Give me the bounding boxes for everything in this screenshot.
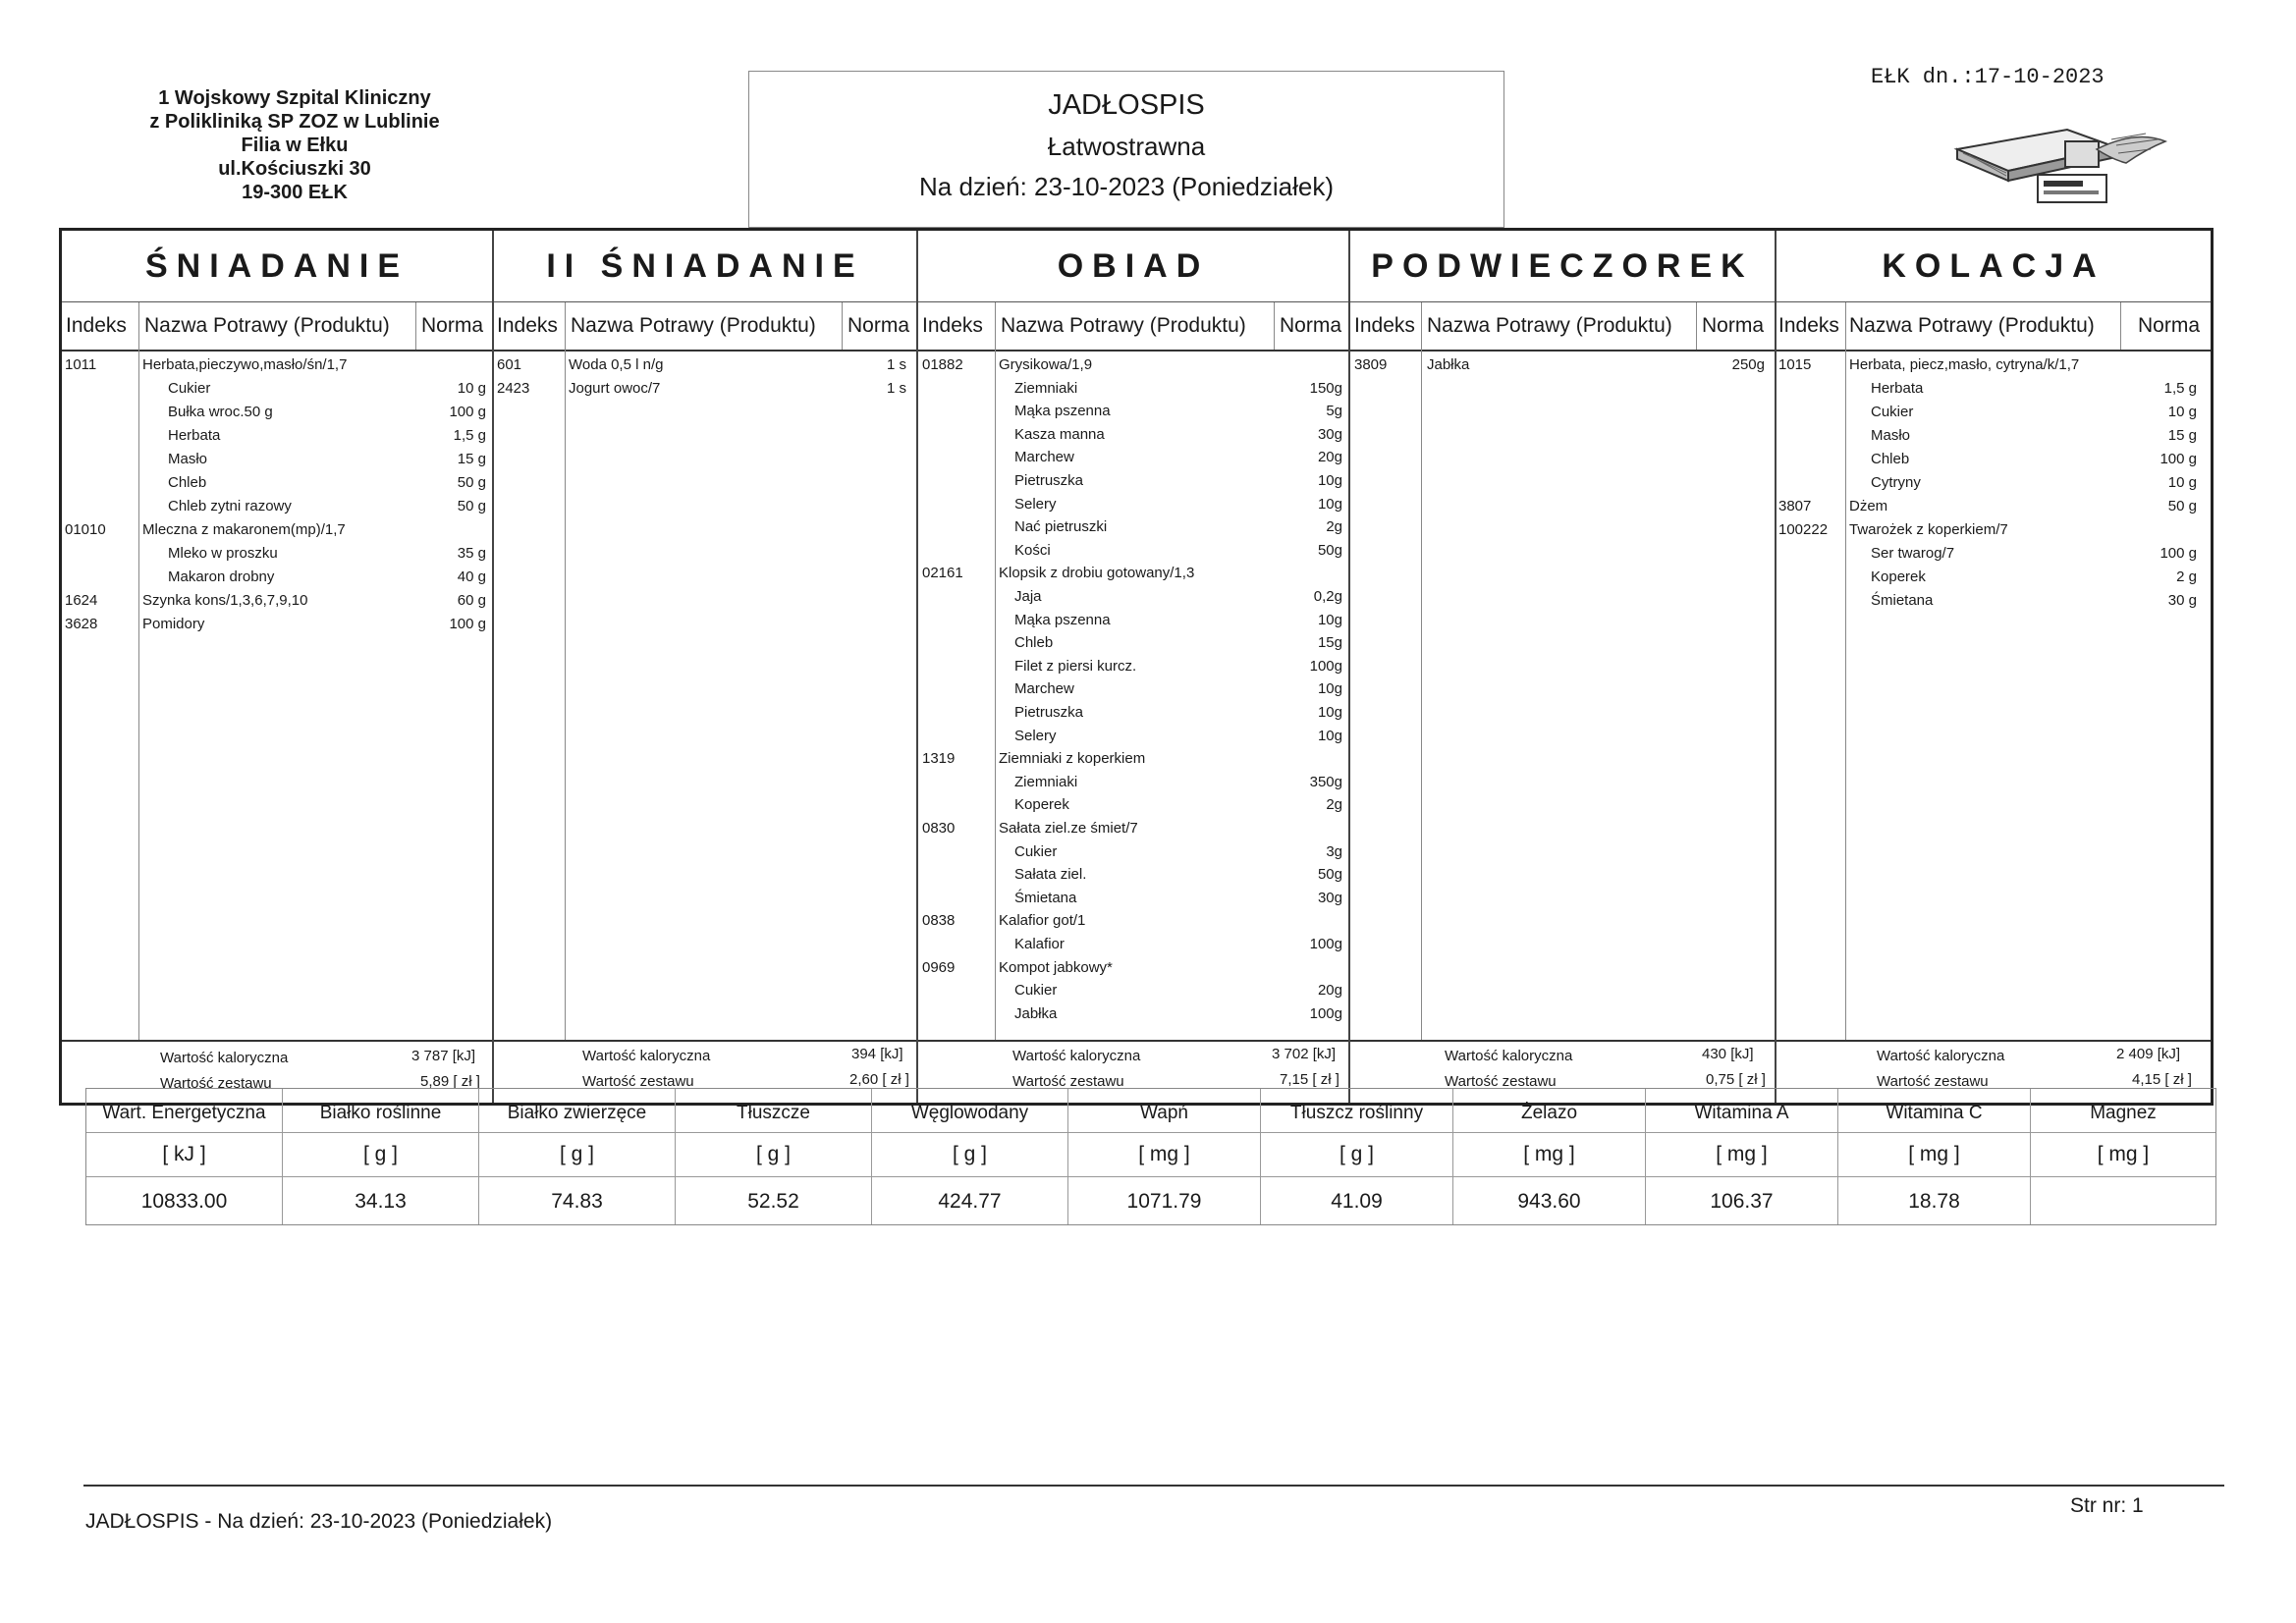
meal-item-row bbox=[1777, 521, 2211, 545]
meal-item-row bbox=[494, 356, 918, 380]
dish-name: Twarożek z koperkiem/7 bbox=[1849, 521, 2008, 538]
meal-item-row bbox=[62, 568, 494, 592]
nutrient-unit: [ mg ] bbox=[2031, 1133, 2215, 1177]
column-header bbox=[918, 302, 1348, 352]
nutrient-label: Tłuszcze bbox=[676, 1089, 871, 1133]
ingredient-name: Filet z piersi kurcz. bbox=[1014, 657, 1137, 675]
item-index: 601 bbox=[497, 356, 522, 373]
ingredient-name: Herbata bbox=[1871, 380, 1924, 397]
nutrient-unit: [ g ] bbox=[1261, 1133, 1452, 1177]
dish-header: Nazwa Potrawy (Produktu) bbox=[1427, 314, 1672, 337]
ingredient-name: Kasza manna bbox=[1014, 425, 1105, 443]
cost-value: 4,15 [ zł ] bbox=[2132, 1071, 2192, 1088]
meal-item-row bbox=[918, 680, 1350, 704]
nutrient-value: 106.37 bbox=[1710, 1190, 1774, 1213]
item-norm: 50 g bbox=[457, 474, 486, 491]
item-index: 3628 bbox=[65, 616, 98, 632]
nutrient-unit: [ mg ] bbox=[1838, 1133, 2030, 1177]
meal-item-row bbox=[1777, 451, 2211, 474]
ingredient-name: Chleb bbox=[1871, 451, 1910, 467]
meal-item-row bbox=[918, 496, 1350, 519]
item-norm: 2 g bbox=[2176, 568, 2197, 585]
meal-item-row bbox=[918, 982, 1350, 1005]
ingredient-name: Chleb bbox=[168, 474, 207, 491]
dish-name: Jabłka bbox=[1427, 356, 1470, 373]
item-index: 1319 bbox=[922, 750, 956, 768]
item-norm: 40 g bbox=[457, 568, 486, 585]
meal-item-row bbox=[62, 545, 494, 568]
meal-item-row bbox=[918, 912, 1350, 936]
meal-item-row bbox=[62, 380, 494, 404]
nutrient-label: Żelazo bbox=[1453, 1089, 1645, 1133]
nutrient-column bbox=[2031, 1089, 2215, 1224]
item-index: 3807 bbox=[1778, 498, 1812, 514]
meal-item-row bbox=[918, 518, 1350, 542]
meal-item-row bbox=[494, 380, 918, 404]
item-norm: 5g bbox=[1326, 403, 1342, 420]
item-norm: 35 g bbox=[457, 545, 486, 562]
nutrient-unit: [ mg ] bbox=[1068, 1133, 1260, 1177]
nutrient-column bbox=[86, 1089, 283, 1224]
ingredient-name: Masło bbox=[1871, 427, 1911, 444]
item-norm: 2g bbox=[1326, 518, 1342, 536]
item-norm: 10 g bbox=[2167, 474, 2197, 491]
dish-name: Pomidory bbox=[142, 616, 205, 632]
dish-name: Ziemniaki z koperkiem bbox=[999, 750, 1146, 768]
page-footer-text: JADŁOSPIS - Na dzień: 23-10-2023 (Poniedziałek) bbox=[85, 1510, 553, 1533]
meal-title: II ŚNIADANIE bbox=[494, 231, 916, 302]
hospital-line: Filia w Ełku bbox=[241, 135, 349, 156]
hospital-name bbox=[108, 86, 481, 204]
item-norm: 100 g bbox=[449, 616, 486, 632]
meal-item-row bbox=[918, 356, 1350, 380]
item-norm: 100g bbox=[1309, 1004, 1342, 1022]
item-norm: 10g bbox=[1317, 727, 1342, 744]
item-index: 1015 bbox=[1778, 356, 1812, 373]
item-norm: 60 g bbox=[457, 592, 486, 609]
item-norm: 1 s bbox=[886, 356, 906, 373]
meal-item-row bbox=[62, 356, 494, 380]
ingredient-name: Koperek bbox=[1014, 796, 1069, 814]
nutrient-value: 10833.00 bbox=[140, 1190, 228, 1213]
index-header: Indeks bbox=[497, 314, 558, 337]
meal-table bbox=[59, 228, 2214, 1106]
ingredient-name: Chleb zytni razowy bbox=[168, 498, 292, 514]
meal-item-row bbox=[62, 451, 494, 474]
ingredient-name: Cytryny bbox=[1871, 474, 1921, 491]
item-norm: 10g bbox=[1317, 472, 1342, 489]
ingredient-name: Pietruszka bbox=[1014, 704, 1084, 721]
ingredient-name: Śmietana bbox=[1014, 889, 1077, 906]
item-norm: 10 g bbox=[2167, 404, 2197, 420]
meal-title: OBIAD bbox=[918, 231, 1348, 302]
item-norm: 100 g bbox=[2159, 451, 2197, 467]
item-index: 1624 bbox=[65, 592, 98, 609]
item-norm: 10 g bbox=[457, 380, 486, 397]
ingredient-name: Jaja bbox=[1014, 588, 1042, 605]
cost-label: Wartość zestawu bbox=[1012, 1073, 1124, 1090]
item-index: 02161 bbox=[922, 565, 963, 582]
dish-name: Jogurt owoc/7 bbox=[569, 380, 661, 397]
nutrient-value: 424.77 bbox=[938, 1190, 1002, 1213]
meal-item-row bbox=[918, 728, 1350, 751]
item-norm: 20g bbox=[1317, 982, 1342, 1000]
nutrient-column bbox=[1453, 1089, 1646, 1224]
meal-item-row bbox=[62, 521, 494, 545]
nutrient-column bbox=[1261, 1089, 1453, 1224]
nutrient-column bbox=[1838, 1089, 2031, 1224]
dish-name: Dżem bbox=[1849, 498, 1888, 514]
nutrient-label: Witamina C bbox=[1838, 1089, 2030, 1133]
ingredient-name: Cukier bbox=[1014, 982, 1058, 1000]
nutrient-column bbox=[676, 1089, 872, 1224]
dish-name: Szynka kons/1,3,6,7,9,10 bbox=[142, 592, 308, 609]
nutrient-value: 1071.79 bbox=[1126, 1190, 1202, 1213]
item-norm: 15 g bbox=[457, 451, 486, 467]
item-norm: 15g bbox=[1317, 634, 1342, 652]
meal-item-row bbox=[918, 774, 1350, 797]
meal-item-row bbox=[918, 403, 1350, 426]
page-title: JADŁOSPIS bbox=[1048, 89, 1205, 121]
meal-item-row bbox=[62, 592, 494, 616]
dish-name: Sałata ziel.ze śmiet/7 bbox=[999, 820, 1138, 837]
item-index: 100222 bbox=[1778, 521, 1829, 538]
ingredient-name: Mąka pszenna bbox=[1014, 611, 1111, 628]
energy-value: 394 [kJ] bbox=[851, 1046, 903, 1062]
hospital-line: ul.Kościuszki 30 bbox=[218, 158, 371, 180]
item-index: 3809 bbox=[1354, 356, 1388, 373]
meal-item-row bbox=[1777, 404, 2211, 427]
item-norm: 100g bbox=[1309, 936, 1342, 952]
ingredient-name: Cukier bbox=[168, 380, 211, 397]
item-norm: 50g bbox=[1317, 866, 1342, 884]
item-index: 2423 bbox=[497, 380, 530, 397]
meal-afternoon-snack bbox=[1350, 231, 1777, 1103]
meal-item-row bbox=[918, 612, 1350, 635]
meal-item-row bbox=[1777, 568, 2211, 592]
nutrient-unit: [ g ] bbox=[479, 1133, 675, 1177]
menu-date: Na dzień: 23-10-2023 (Poniedziałek) bbox=[918, 172, 1335, 201]
norm-header: Norma bbox=[421, 314, 484, 337]
dish-name: Klopsik z drobiu gotowany/1,3 bbox=[999, 565, 1195, 582]
item-norm: 1,5 g bbox=[453, 427, 486, 444]
nutrient-unit: [ kJ ] bbox=[86, 1133, 282, 1177]
print-date: EŁK dn.:17-10-2023 bbox=[1871, 65, 2105, 89]
item-norm: 350g bbox=[1309, 773, 1342, 790]
nutrient-label: Tłuszcz roślinny bbox=[1261, 1089, 1452, 1133]
item-index: 1011 bbox=[65, 356, 97, 373]
ingredient-name: Ziemniaki bbox=[1014, 773, 1078, 790]
meal-item-row bbox=[918, 565, 1350, 588]
meal-title: PODWIECZOREK bbox=[1350, 231, 1775, 302]
energy-label: Wartość kaloryczna bbox=[582, 1048, 711, 1064]
item-norm: 1 s bbox=[886, 380, 906, 397]
ingredient-name: Jabłka bbox=[1014, 1004, 1058, 1022]
meal-item-row bbox=[918, 750, 1350, 774]
ingredient-name: Mleko w proszku bbox=[168, 545, 278, 562]
column-header bbox=[1777, 302, 2211, 352]
meal-item-row bbox=[1777, 474, 2211, 498]
nutrient-value: 18.78 bbox=[1908, 1190, 1960, 1213]
energy-label: Wartość kaloryczna bbox=[1877, 1048, 2005, 1064]
item-norm: 15 g bbox=[2167, 427, 2197, 444]
ingredient-name: Makaron drobny bbox=[168, 568, 275, 585]
item-norm: 30g bbox=[1317, 889, 1342, 906]
meal-item-row bbox=[1777, 427, 2211, 451]
meal-lunch bbox=[918, 231, 1350, 1103]
cost-value: 0,75 [ zł ] bbox=[1706, 1071, 1766, 1088]
meal-item-row bbox=[918, 658, 1350, 681]
nutrient-value: 52.52 bbox=[747, 1190, 799, 1213]
meal-item-row bbox=[62, 616, 494, 639]
item-norm: 10g bbox=[1317, 704, 1342, 721]
dish-name: Woda 0,5 l n/g bbox=[569, 356, 664, 373]
index-header: Indeks bbox=[66, 314, 127, 337]
item-norm: 250g bbox=[1731, 356, 1765, 373]
nutrient-label: Wart. Energetyczna bbox=[86, 1089, 282, 1133]
nutrient-label: Białko zwierzęce bbox=[479, 1089, 675, 1133]
item-norm: 30 g bbox=[2167, 592, 2197, 609]
meal-item-row bbox=[918, 936, 1350, 959]
dish-name: Herbata,pieczywo,masło/śn/1,7 bbox=[142, 356, 348, 373]
ingredient-name: Śmietana bbox=[1871, 592, 1934, 609]
cost-label: Wartość zestawu bbox=[1445, 1073, 1557, 1090]
nutrient-label: Białko roślinne bbox=[283, 1089, 478, 1133]
item-norm: 100 g bbox=[449, 404, 486, 420]
cost-label: Wartość zestawu bbox=[1877, 1073, 1989, 1090]
meal-item-row bbox=[918, 634, 1350, 658]
meal-item-row bbox=[62, 404, 494, 427]
nutrient-column bbox=[479, 1089, 676, 1224]
nutrient-unit: [ mg ] bbox=[1646, 1133, 1837, 1177]
diet-name: Łatwostrawna bbox=[1047, 132, 1206, 161]
dish-header: Nazwa Potrawy (Produktu) bbox=[1001, 314, 1246, 337]
meal-item-row bbox=[918, 796, 1350, 820]
cost-value: 5,89 [ zł ] bbox=[420, 1073, 480, 1090]
energy-value: 3 702 [kJ] bbox=[1272, 1046, 1337, 1062]
item-norm: 10g bbox=[1317, 611, 1342, 628]
nutrient-value bbox=[2031, 1177, 2215, 1226]
meal-item-row bbox=[918, 1005, 1350, 1029]
ingredient-name: Ser twarog/7 bbox=[1871, 545, 1955, 562]
ingredient-name: Marchew bbox=[1014, 449, 1074, 466]
meal-item-row bbox=[918, 866, 1350, 890]
meal-item-row bbox=[918, 843, 1350, 867]
meal-supper bbox=[1777, 231, 2211, 1103]
item-index: 0838 bbox=[922, 912, 956, 930]
meal-title: ŚNIADANIE bbox=[62, 231, 492, 302]
ingredient-name: Sałata ziel. bbox=[1014, 866, 1087, 884]
item-norm: 30g bbox=[1317, 425, 1342, 443]
ingredient-name: Pietruszka bbox=[1014, 472, 1084, 489]
ingredient-name: Kalafior bbox=[1014, 936, 1065, 952]
ingredient-name: Bułka wroc.50 g bbox=[168, 404, 273, 420]
nutrient-column bbox=[872, 1089, 1068, 1224]
item-index: 0969 bbox=[922, 958, 956, 976]
item-norm: 100 g bbox=[2159, 545, 2197, 562]
ingredient-name: Mąka pszenna bbox=[1014, 403, 1111, 420]
dish-header: Nazwa Potrawy (Produktu) bbox=[144, 314, 390, 337]
meal-item-row bbox=[918, 588, 1350, 612]
energy-value: 3 787 [kJ] bbox=[411, 1048, 476, 1064]
nutrient-column bbox=[283, 1089, 479, 1224]
meal-item-row bbox=[918, 449, 1350, 472]
meal-item-row bbox=[918, 542, 1350, 566]
title-box bbox=[748, 71, 1504, 228]
hospital-line: 1 Wojskowy Szpital Kliniczny bbox=[158, 87, 431, 109]
ingredient-name: Chleb bbox=[1014, 634, 1054, 652]
nutrient-unit: [ g ] bbox=[283, 1133, 478, 1177]
item-norm: 50 g bbox=[2167, 498, 2197, 514]
ingredient-name: Cukier bbox=[1871, 404, 1914, 420]
nutrient-value: 41.09 bbox=[1331, 1190, 1383, 1213]
cost-value: 2,60 [ zł ] bbox=[849, 1071, 909, 1088]
item-norm: 10g bbox=[1317, 495, 1342, 513]
hospital-line: z Polikliniką SP ZOZ w Lublinie bbox=[149, 111, 440, 133]
norm-header: Norma bbox=[847, 314, 910, 337]
footer-divider bbox=[83, 1485, 2224, 1487]
ingredient-name: Herbata bbox=[168, 427, 221, 444]
ingredient-name: Selery bbox=[1014, 727, 1057, 744]
norm-header: Norma bbox=[2138, 314, 2201, 337]
nutrient-label: Magnez bbox=[2031, 1089, 2215, 1133]
meal-item-row bbox=[62, 474, 494, 498]
dish-header: Nazwa Potrawy (Produktu) bbox=[571, 314, 816, 337]
item-norm: 50g bbox=[1317, 541, 1342, 559]
energy-value: 2 409 [kJ] bbox=[2116, 1046, 2181, 1062]
item-norm: 3g bbox=[1326, 842, 1342, 860]
meal-item-row bbox=[1777, 380, 2211, 404]
norm-header: Norma bbox=[1702, 314, 1765, 337]
ingredient-name: Selery bbox=[1014, 495, 1057, 513]
index-header: Indeks bbox=[1354, 314, 1415, 337]
meal-item-row bbox=[62, 427, 494, 451]
nutrient-unit: [ g ] bbox=[676, 1133, 871, 1177]
meal-item-row bbox=[1777, 545, 2211, 568]
item-norm: 2g bbox=[1326, 796, 1342, 814]
nutrient-label: Wapń bbox=[1068, 1089, 1260, 1133]
meal-title: KOLACJA bbox=[1777, 231, 2211, 302]
nutrient-unit: [ g ] bbox=[872, 1133, 1067, 1177]
dish-name: Mleczna z makaronem(mp)/1,7 bbox=[142, 521, 346, 538]
item-norm: 0,2g bbox=[1313, 588, 1342, 605]
item-norm: 100g bbox=[1309, 657, 1342, 675]
dish-header: Nazwa Potrawy (Produktu) bbox=[1849, 314, 2095, 337]
item-norm: 20g bbox=[1317, 449, 1342, 466]
hospital-line: 19-300 EŁK bbox=[242, 182, 348, 203]
nutrient-column bbox=[1068, 1089, 1261, 1224]
energy-label: Wartość kaloryczna bbox=[1012, 1048, 1141, 1064]
nutrient-value: 74.83 bbox=[551, 1190, 603, 1213]
index-header: Indeks bbox=[922, 314, 983, 337]
ingredient-name: Cukier bbox=[1014, 842, 1058, 860]
nutrient-column bbox=[1646, 1089, 1838, 1224]
item-norm: 10g bbox=[1317, 680, 1342, 698]
nutrient-value: 943.60 bbox=[1517, 1190, 1581, 1213]
item-index: 01010 bbox=[65, 521, 106, 538]
item-norm: 1,5 g bbox=[2163, 380, 2197, 397]
column-header bbox=[494, 302, 916, 352]
item-norm: 50 g bbox=[457, 498, 486, 514]
meal-item-row bbox=[918, 820, 1350, 843]
ingredient-name: Marchew bbox=[1014, 680, 1074, 698]
meal-item-row bbox=[1777, 356, 2211, 380]
cost-label: Wartość zestawu bbox=[160, 1075, 272, 1092]
dish-name: Grysikowa/1,9 bbox=[999, 356, 1093, 373]
meal-item-row bbox=[918, 380, 1350, 404]
ingredient-name: Nać pietruszki bbox=[1014, 518, 1108, 536]
meal-item-row bbox=[62, 498, 494, 521]
energy-label: Wartość kaloryczna bbox=[160, 1050, 289, 1066]
nutrient-value: 34.13 bbox=[355, 1190, 407, 1213]
meal-item-row bbox=[918, 472, 1350, 496]
nutrient-unit: [ mg ] bbox=[1453, 1133, 1645, 1177]
column-header bbox=[1350, 302, 1775, 352]
meal-second-breakfast bbox=[494, 231, 918, 1103]
meal-item-row bbox=[918, 426, 1350, 450]
item-norm: 150g bbox=[1309, 379, 1342, 397]
meal-item-row bbox=[1777, 592, 2211, 616]
ingredient-name: Masło bbox=[168, 451, 208, 467]
ingredient-name: Kości bbox=[1014, 541, 1051, 559]
column-header bbox=[62, 302, 492, 352]
meal-breakfast bbox=[62, 231, 494, 1103]
dish-name: Herbata, piecz,masło, cytryna/k/1,7 bbox=[1849, 356, 2080, 373]
meal-item-row bbox=[918, 704, 1350, 728]
book-logo-icon bbox=[1949, 120, 2175, 211]
ingredient-name: Ziemniaki bbox=[1014, 379, 1078, 397]
meal-item-row bbox=[918, 959, 1350, 983]
item-index: 0830 bbox=[922, 820, 956, 837]
dish-name: Kalafior got/1 bbox=[999, 912, 1086, 930]
cost-label: Wartość zestawu bbox=[582, 1073, 694, 1090]
cost-value: 7,15 [ zł ] bbox=[1280, 1071, 1339, 1088]
meal-item-row bbox=[1777, 498, 2211, 521]
ingredient-name: Koperek bbox=[1871, 568, 1926, 585]
norm-header: Norma bbox=[1280, 314, 1342, 337]
meal-item-row bbox=[1350, 356, 1777, 380]
nutrient-label: Witamina A bbox=[1646, 1089, 1837, 1133]
page-number: Str nr: 1 bbox=[2070, 1494, 2144, 1517]
energy-value: 430 [kJ] bbox=[1702, 1046, 1754, 1062]
meal-item-row bbox=[918, 890, 1350, 913]
nutrient-label: Węglowodany bbox=[872, 1089, 1067, 1133]
nutrition-table bbox=[85, 1088, 2216, 1225]
index-header: Indeks bbox=[1778, 314, 1839, 337]
energy-label: Wartość kaloryczna bbox=[1445, 1048, 1573, 1064]
item-index: 01882 bbox=[922, 356, 963, 373]
dish-name: Kompot jabkowy* bbox=[999, 958, 1113, 976]
